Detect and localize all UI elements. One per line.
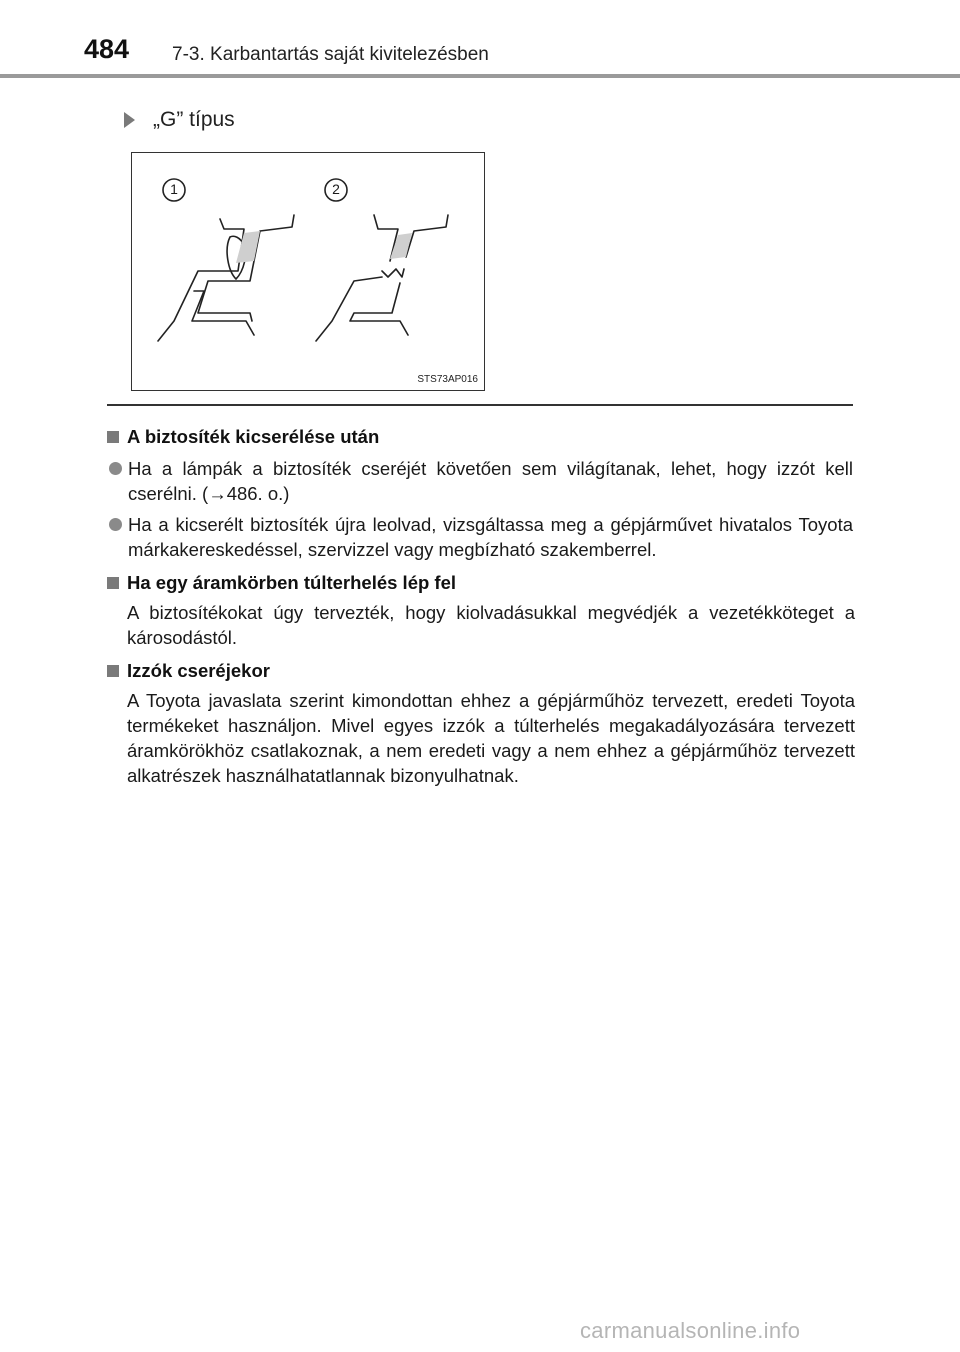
- list-item: [107, 512, 855, 562]
- fuse-2-outline-left: [316, 277, 382, 341]
- page-number: 484: [84, 34, 130, 64]
- content-body: [107, 416, 855, 788]
- square-bullet-icon: [107, 665, 119, 677]
- list-item: [107, 456, 855, 506]
- section-title: [107, 424, 855, 450]
- fuse-illustration: [131, 152, 485, 391]
- section-title-text: Ha egy áramkörben túlterhelés lép fel: [127, 572, 457, 593]
- square-bullet-icon: [107, 431, 119, 443]
- section-title-text: Izzók cseréjekor: [127, 660, 270, 681]
- fuse-2-base: [350, 283, 408, 335]
- triangle-bullet-icon: [124, 112, 135, 128]
- fuse-1-outline-right: [198, 215, 294, 321]
- fuse-2-break: [382, 269, 404, 277]
- section-divider: [107, 404, 853, 406]
- round-bullet-icon: [109, 462, 122, 475]
- paragraph: A Toyota javaslata szerint kimondottan ehhez a gépjárműhöz tervezett, eredeti Toyota termékeket használjon. Mivel egyes izzók a túlterhelés megakadályozására tervezett áramkörökhöz csatlakoznak, a nem eredeti vagy a nem ehhez a gépjárműhöz tervezett alkatrészek használhatatlannak bizonyulhatnak.: [127, 690, 855, 786]
- round-bullet-icon: [109, 518, 122, 531]
- section-title-text: A biztosíték kicserélése után: [127, 426, 380, 447]
- subheading-text: „G” típus: [153, 108, 235, 131]
- section-title: [107, 570, 855, 596]
- fuse-drawing: [132, 153, 484, 390]
- section-title: [107, 658, 855, 684]
- figure-code: STS73AP016: [417, 374, 478, 385]
- header-divider: [0, 74, 960, 78]
- fuse-2-outline-top-right: [406, 215, 448, 257]
- callout-1-label: 1: [170, 181, 178, 197]
- callout-2-label: 2: [332, 181, 340, 197]
- list-item-text: Ha a lámpák a biztosíték cseréjét követően sem világítanak, lehet, hogy izzót kell cserélni. (→486. o.): [128, 458, 853, 504]
- page-header: [0, 0, 960, 80]
- watermark: carmanualsonline.info: [580, 1318, 801, 1343]
- subheading: [124, 108, 235, 132]
- fuse-1-shade: [236, 231, 260, 263]
- square-bullet-icon: [107, 577, 119, 589]
- paragraph: A biztosítékokat úgy tervezték, hogy kiolvadásukkal megvédjék a vezetékköteget a károsodástól.: [127, 602, 855, 648]
- chapter-title: 7-3. Karbantartás saját kivitelezésben: [172, 44, 489, 65]
- list-item-text: Ha a kicserélt biztosíték újra leolvad, vizsgáltassa meg a gépjárművet hivatalos Toyota márkakereskedéssel, szervizzel vagy megbízható szakemberrel.: [128, 514, 853, 560]
